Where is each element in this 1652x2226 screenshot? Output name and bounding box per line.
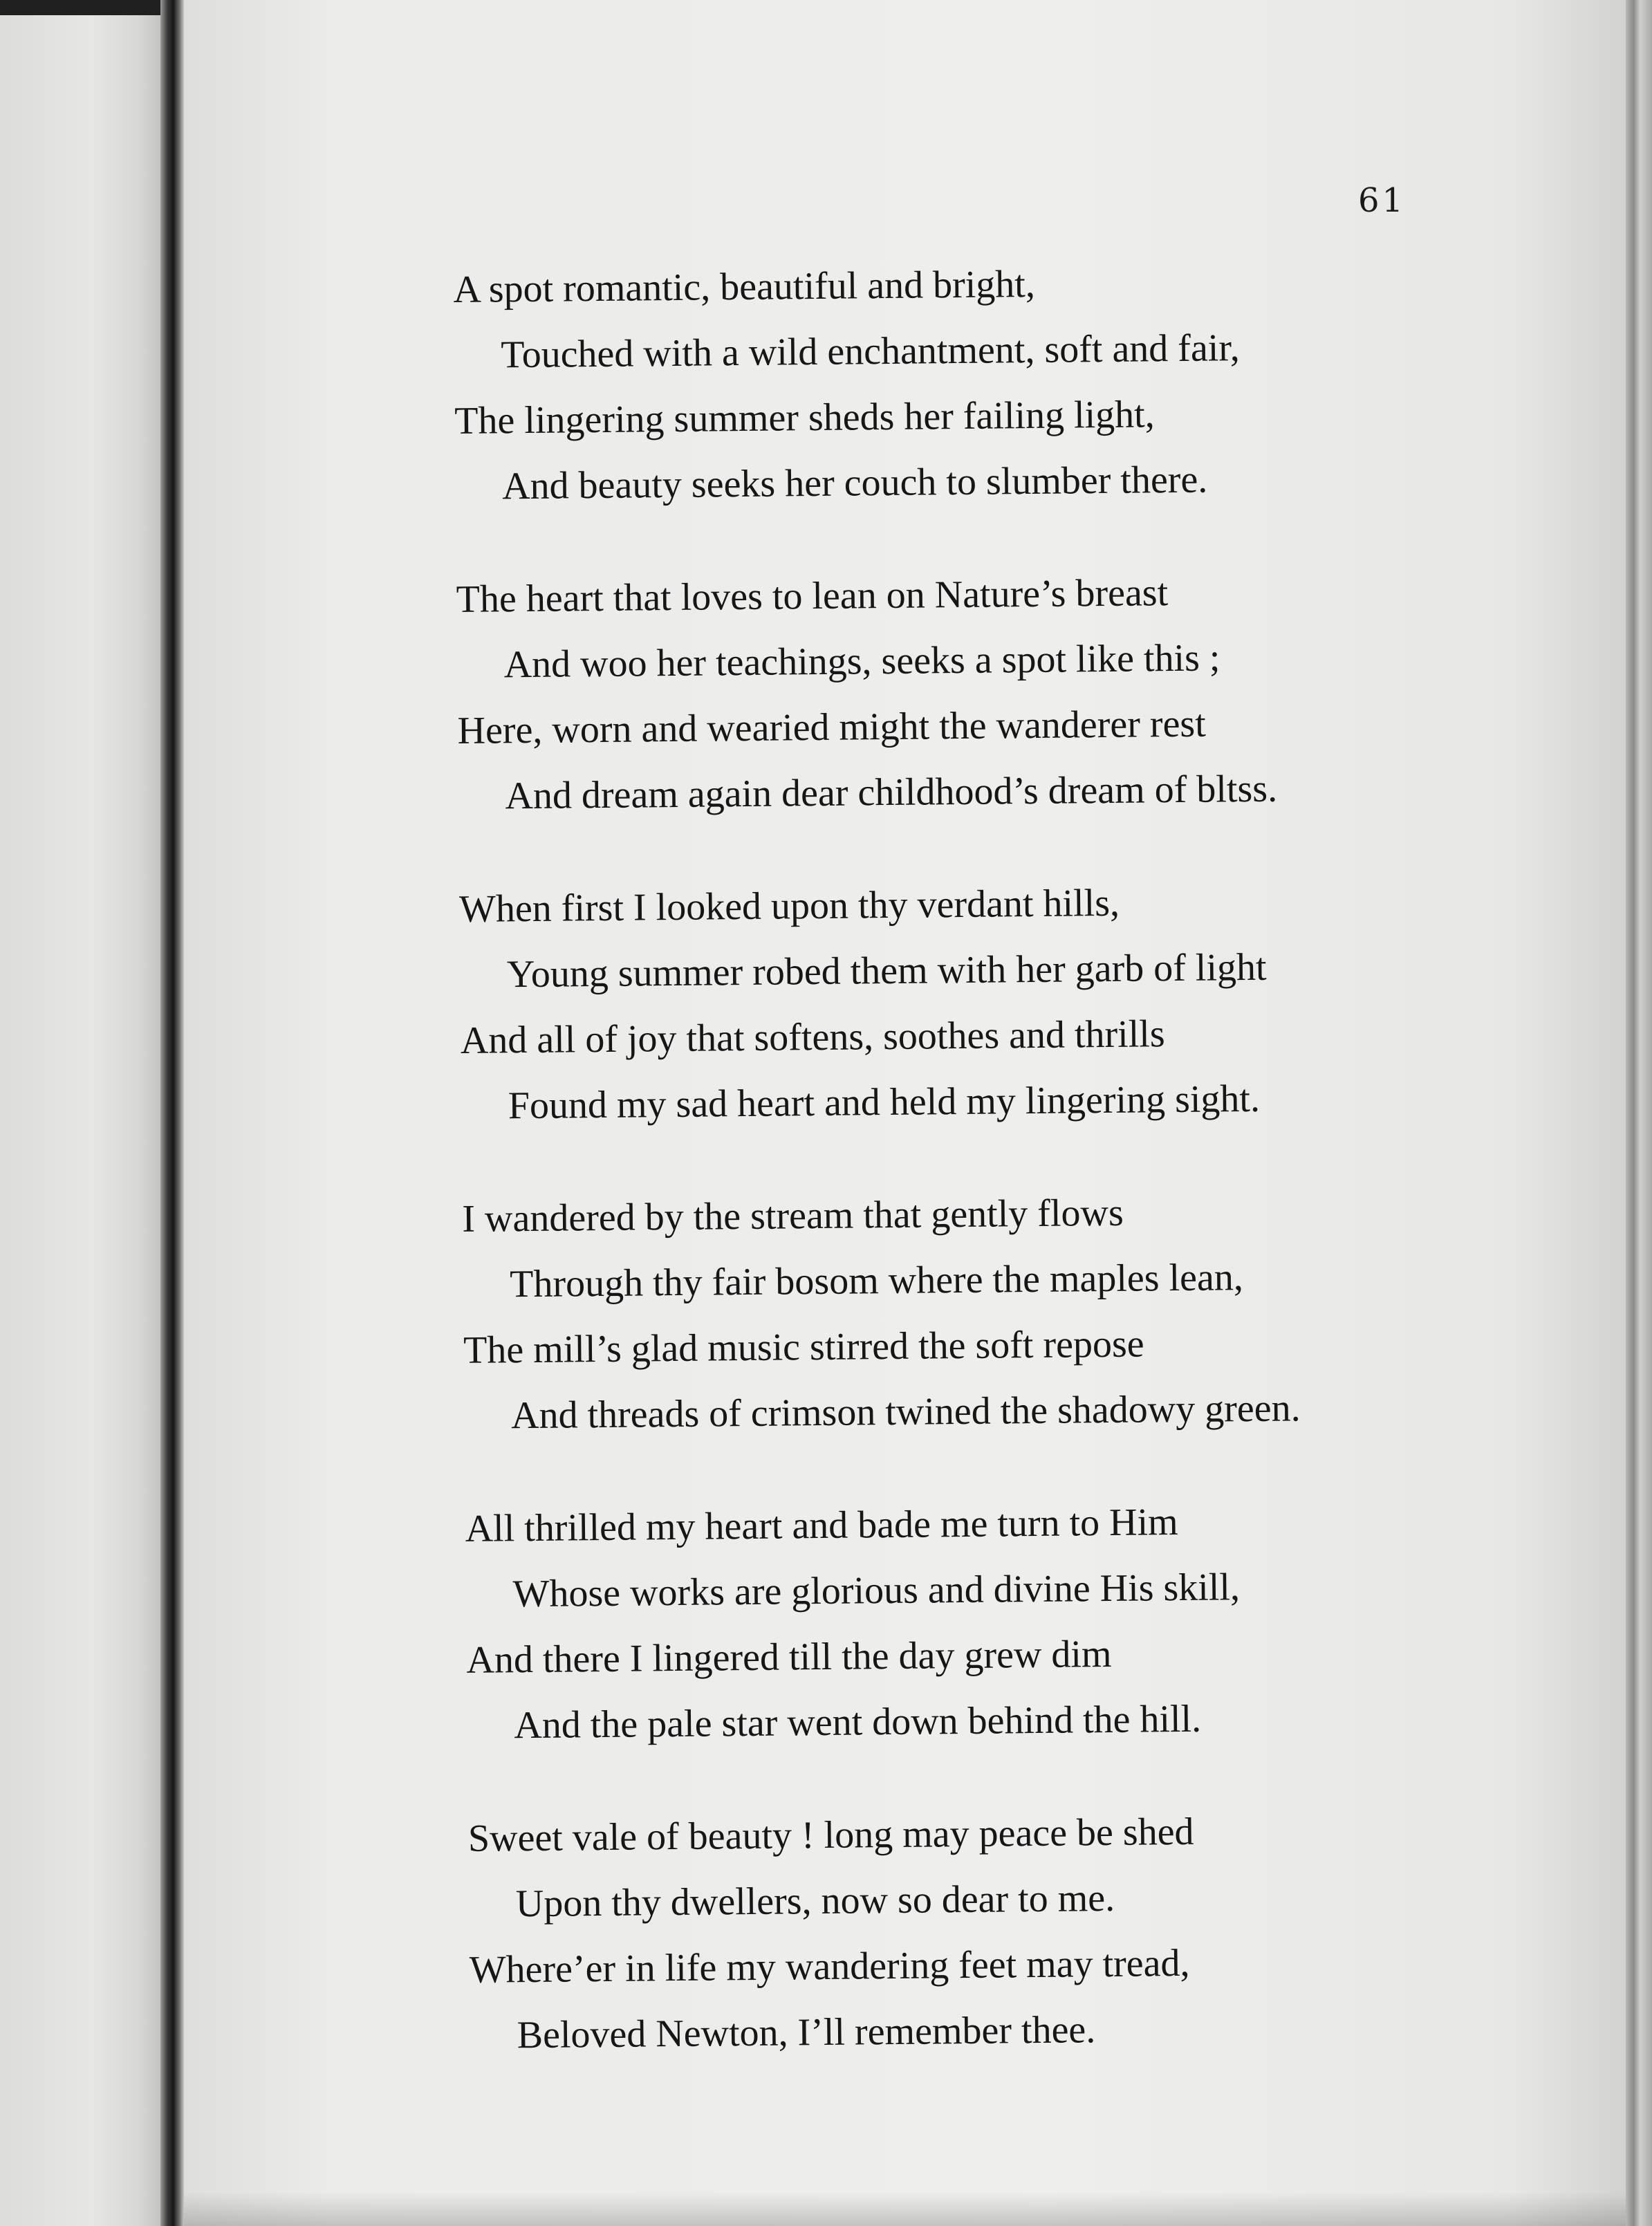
stanza — [465, 1487, 1484, 1759]
stanza — [453, 248, 1472, 520]
poem-line: And there I lingered till the day grew dim — [466, 1632, 1112, 1682]
poem-line: Through thy fair bosom where the maples lean, — [509, 1256, 1244, 1306]
page-edge — [1626, 0, 1652, 2226]
poem-line: I wandered by the stream that gently flows — [462, 1191, 1124, 1241]
stanza — [462, 1177, 1481, 1449]
left-page — [0, 0, 166, 2226]
poem-line: And dream again dear childhood’s dream of bltss. — [505, 767, 1278, 818]
poem-line: Sweet vale of beauty ! long may peace be shed — [467, 1810, 1194, 1860]
poem-line: All thrilled my heart and bade me turn to Him — [465, 1501, 1178, 1550]
poem-line: When first I looked upon thy verdant hills, — [458, 881, 1120, 931]
poem — [453, 248, 1487, 2116]
poem-line: The lingering summer sheds her failing light, — [454, 393, 1155, 443]
poem-line: And woo her teachings, seeks a spot like this ; — [503, 636, 1221, 687]
poem-line: Found my sad heart and held my lingering sight. — [508, 1077, 1261, 1128]
poem-line: Upon thy dwellers, now so dear to me. — [515, 1876, 1115, 1926]
poem-line: Here, worn and wearied might the wanderer rest — [457, 702, 1207, 752]
poem-line: And threads of crimson twined the shadowy green. — [510, 1386, 1301, 1438]
poem-line: Where’er in life my wandering feet may tread, — [469, 1941, 1190, 1992]
poem-line: Whose works are glorious and divine His skill, — [512, 1566, 1241, 1616]
poem-line: The mill’s glad music stirred the soft repose — [463, 1322, 1144, 1372]
stanza — [456, 557, 1475, 830]
page-number: 61 — [1358, 181, 1407, 220]
stanza — [468, 1797, 1487, 2069]
poem-line: And beauty seeks her couch to slumber there. — [501, 458, 1208, 508]
bottom-shadow — [184, 2192, 1626, 2226]
poem-line: And all of joy that softens, soothes and thrills — [460, 1012, 1165, 1062]
stanza — [459, 867, 1478, 1140]
book-gutter — [160, 0, 184, 2226]
poem-line: A spot romantic, beautiful and bright, — [453, 262, 1036, 311]
poem-line: The heart that loves to lean on Nature’s breast — [456, 571, 1169, 621]
poem-line: Touched with a wild enchantment, soft and fair, — [501, 326, 1241, 377]
poem-line: And the pale star went down behind the hill. — [514, 1697, 1202, 1747]
poem-line: Young summer robed them with her garb of light — [506, 945, 1267, 996]
poem-line: Beloved Newton, I’ll remember thee. — [517, 2008, 1096, 2057]
